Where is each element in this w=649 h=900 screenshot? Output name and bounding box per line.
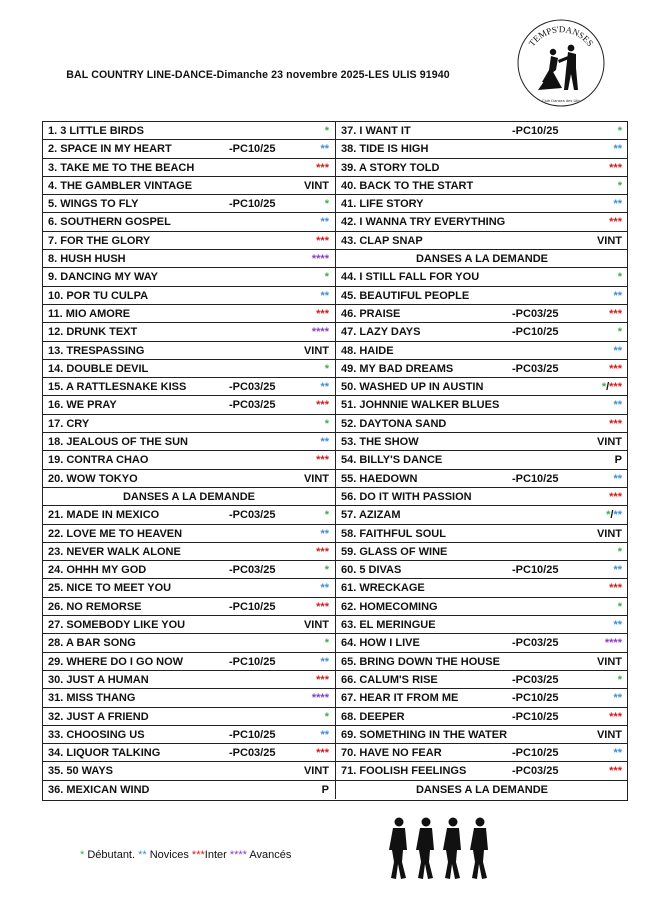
section-header <box>43 488 335 506</box>
level-marker: ** <box>320 582 329 595</box>
level-marker: VINT <box>303 472 329 485</box>
dance-name: 35. 50 WAYS <box>48 765 114 778</box>
pc-code: -PC03/25 <box>229 509 276 522</box>
level-marker: * <box>324 125 329 137</box>
dance-row <box>336 525 628 543</box>
dance-name: 14. DOUBLE DEVIL <box>48 362 149 375</box>
level-marker: */*** <box>601 381 622 394</box>
pc-code: -PC03/25 <box>229 564 276 577</box>
dance-row <box>43 653 335 671</box>
dance-row <box>336 159 628 177</box>
level-marker: *** <box>316 673 329 686</box>
dance-row <box>43 634 335 652</box>
pc-code: -PC10/25 <box>229 198 276 211</box>
dance-name: 52. DAYTONA SAND <box>341 417 447 430</box>
dance-row <box>43 543 335 561</box>
dance-name: 5. WINGS TO FLY <box>48 198 139 211</box>
dance-name: 65. BRING DOWN THE HOUSE <box>341 655 500 668</box>
level-marker: ** <box>613 198 622 211</box>
level-marker: *** <box>609 161 622 174</box>
level-marker: * <box>324 198 329 211</box>
legend-stars: *** <box>191 849 205 861</box>
dance-row <box>336 689 628 707</box>
level-marker: *** <box>609 582 622 595</box>
dance-name: 32. JUST A FRIEND <box>48 710 149 723</box>
level-marker: VINT <box>303 179 329 192</box>
dance-row <box>336 762 628 780</box>
level-marker: P <box>614 454 622 467</box>
dance-row <box>43 287 335 305</box>
dance-row <box>43 396 335 414</box>
pc-code: -PC10/25 <box>229 143 276 156</box>
dance-row <box>336 543 628 561</box>
dance-name: 9. DANCING MY WAY <box>48 271 159 284</box>
dance-row <box>336 561 628 579</box>
legend-stars: ** <box>138 849 150 861</box>
dance-name: 8. HUSH HUSH <box>48 253 126 266</box>
dance-name: 58. FAITHFUL SOUL <box>341 527 446 540</box>
dance-row <box>336 140 628 158</box>
pc-code: -PC10/25 <box>512 692 559 705</box>
pc-code: -PC03/25 <box>512 637 559 650</box>
dance-row <box>336 378 628 396</box>
legend-label: Avancés <box>249 849 292 861</box>
temps-danses-logo <box>516 18 606 108</box>
dance-name: 20. WOW TOKYO <box>48 472 138 485</box>
level-marker: VINT <box>596 655 622 668</box>
dance-name: 22. LOVE ME TO HEAVEN <box>48 527 183 540</box>
dance-name: 11. MIO AMORE <box>48 307 131 320</box>
dance-row <box>43 579 335 597</box>
dance-name: 49. MY BAD DREAMS <box>341 362 454 375</box>
dance-row <box>43 342 335 360</box>
level-marker: *** <box>609 307 622 320</box>
level-marker: VINT <box>596 527 622 540</box>
level-marker: ** <box>613 344 622 357</box>
dance-name: 31. MISS THANG <box>48 692 136 705</box>
pc-code: -PC10/25 <box>512 326 559 339</box>
dance-name: 38. TIDE IS HIGH <box>341 143 429 156</box>
legend-stars: **** <box>229 849 250 861</box>
dance-name: 21. MADE IN MEXICO <box>48 509 160 522</box>
level-marker: ** <box>320 216 329 229</box>
dance-row <box>43 140 335 158</box>
dance-row <box>43 470 335 488</box>
dance-name: 60. 5 DIVAS <box>341 564 402 577</box>
level-marker: VINT <box>303 344 329 357</box>
level-marker: ** <box>613 472 622 485</box>
dance-name: 23. NEVER WALK ALONE <box>48 545 181 558</box>
level-marker: ** <box>613 747 622 760</box>
dance-name: 71. FOOLISH FEELINGS <box>341 765 467 778</box>
dance-name: 67. HEAR IT FROM ME <box>341 692 459 705</box>
dance-name: 48. HAIDE <box>341 344 394 357</box>
dance-row <box>43 525 335 543</box>
dance-name: 54. BILLY'S DANCE <box>341 454 443 467</box>
level-marker: * <box>617 545 622 558</box>
dance-row <box>43 250 335 268</box>
dance-row <box>336 360 628 378</box>
svg-text:Club Danses des Ulis: Club Danses des Ulis <box>541 98 581 103</box>
dance-name: 44. I STILL FALL FOR YOU <box>341 271 480 284</box>
level-marker: VINT <box>303 619 329 632</box>
level-marker: *** <box>316 399 329 412</box>
dance-row <box>336 396 628 414</box>
dance-row <box>336 451 628 469</box>
level-marker: P <box>321 783 329 796</box>
dance-name: 13. TRESPASSING <box>48 344 145 357</box>
pc-code: -PC03/25 <box>229 381 276 394</box>
level-marker: * <box>324 637 329 650</box>
page-title: BAL COUNTRY LINE-DANCE-Dimanche 23 novembre 2025-LES ULIS 91940 <box>66 69 450 81</box>
dance-row <box>336 744 628 762</box>
dance-name: 6. SOUTHERN GOSPEL <box>48 216 171 229</box>
dance-name: 62. HOMECOMING <box>341 600 438 613</box>
level-marker: * <box>324 509 329 522</box>
level-marker: *** <box>316 161 329 174</box>
dance-row <box>43 708 335 726</box>
dance-name: 50. WASHED UP IN AUSTIN <box>341 381 484 394</box>
legend-label: Novices <box>149 849 192 861</box>
section-header-label: DANSES A LA DEMANDE <box>415 783 548 796</box>
dance-row <box>43 506 335 524</box>
dance-name: 18. JEALOUS OF THE SUN <box>48 436 188 449</box>
pc-code: -PC10/25 <box>512 125 559 137</box>
dance-row <box>43 689 335 707</box>
dance-list-table <box>42 121 628 801</box>
level-marker: *** <box>316 747 329 760</box>
dance-row <box>43 360 335 378</box>
level-marker: VINT <box>596 234 622 247</box>
level-marker: ** <box>613 399 622 412</box>
pc-code: -PC10/25 <box>512 472 559 485</box>
level-marker: VINT <box>596 436 622 449</box>
dance-row <box>336 213 628 231</box>
dance-name: 10. POR TU CULPA <box>48 289 149 302</box>
dance-name: 51. JOHNNIE WALKER BLUES <box>341 399 500 412</box>
pc-code: -PC03/25 <box>512 307 559 320</box>
dance-list-right-column <box>335 122 628 799</box>
dance-name: 3. TAKE ME TO THE BEACH <box>48 161 195 174</box>
dance-row <box>336 616 628 634</box>
pc-code: -PC03/25 <box>229 747 276 760</box>
level-marker: * <box>324 362 329 375</box>
dance-row <box>336 268 628 286</box>
dance-name: 16. WE PRAY <box>48 399 117 412</box>
dance-name: 68. DEEPER <box>341 710 405 723</box>
section-header <box>336 250 628 268</box>
dance-row <box>43 177 335 195</box>
dance-row <box>336 323 628 341</box>
dance-row <box>43 762 335 780</box>
level-marker: ** <box>613 564 622 577</box>
level-marker: ** <box>320 436 329 449</box>
dance-row <box>43 268 335 286</box>
svg-text:TEMPS'DANSES: TEMPS'DANSES <box>526 24 596 49</box>
level-marker: ** <box>613 289 622 302</box>
level-marker: *** <box>609 417 622 430</box>
dance-name: 45. BEAUTIFUL PEOPLE <box>341 289 470 302</box>
dance-row <box>336 653 628 671</box>
dance-name: 47. LAZY DAYS <box>341 326 421 339</box>
level-marker: * <box>324 564 329 577</box>
dance-name: 46. PRAISE <box>341 307 401 320</box>
dance-row <box>43 616 335 634</box>
level-legend <box>80 849 291 861</box>
dance-name: 42. I WANNA TRY EVERYTHING <box>341 216 506 229</box>
dance-row <box>336 232 628 250</box>
dance-row <box>43 232 335 250</box>
dance-row <box>336 634 628 652</box>
dance-name: 40. BACK TO THE START <box>341 179 474 192</box>
dance-name: 27. SOMEBODY LIKE YOU <box>48 619 186 632</box>
level-marker: ** <box>320 527 329 540</box>
dance-row <box>336 342 628 360</box>
pc-code: -PC03/25 <box>512 765 559 778</box>
pc-code: -PC03/25 <box>229 399 276 412</box>
pc-code: -PC10/25 <box>229 655 276 668</box>
dance-row <box>43 195 335 213</box>
dance-row <box>336 305 628 323</box>
pc-code: -PC03/25 <box>512 362 559 375</box>
dance-name: 41. LIFE STORY <box>341 198 424 211</box>
dance-row <box>43 323 335 341</box>
dance-name: 66. CALUM'S RISE <box>341 673 438 686</box>
dance-name: 34. LIQUOR TALKING <box>48 747 161 760</box>
level-marker: ** <box>613 692 622 705</box>
dance-name: 24. OHHH MY GOD <box>48 564 147 577</box>
dance-name: 69. SOMETHING IN THE WATER <box>341 728 508 741</box>
level-marker: **** <box>604 637 622 650</box>
dance-name: 7. FOR THE GLORY <box>48 234 151 247</box>
dance-row <box>336 579 628 597</box>
dance-name: 12. DRUNK TEXT <box>48 326 138 339</box>
level-marker: ** <box>320 655 329 668</box>
dance-name: 57. AZIZAM <box>341 509 401 522</box>
legend-label: Inter <box>204 849 230 861</box>
pc-code: -PC10/25 <box>229 600 276 613</box>
dance-row <box>336 470 628 488</box>
dance-row <box>43 378 335 396</box>
level-marker: * <box>617 326 622 339</box>
dance-name: 19. CONTRA CHAO <box>48 454 149 467</box>
level-marker: **** <box>311 326 329 339</box>
level-marker: * <box>617 179 622 192</box>
level-marker: **** <box>311 253 329 266</box>
dance-name: 59. GLASS OF WINE <box>341 545 448 558</box>
level-marker: * <box>324 417 329 430</box>
level-marker: ** <box>320 381 329 394</box>
dance-name: 70. HAVE NO FEAR <box>341 747 442 760</box>
level-marker: */** <box>606 509 622 522</box>
dance-name: 25. NICE TO MEET YOU <box>48 582 172 595</box>
dance-row <box>336 177 628 195</box>
dance-name: 36. MEXICAN WIND <box>48 783 150 796</box>
dance-row <box>336 708 628 726</box>
dance-name: 53. THE SHOW <box>341 436 419 449</box>
legend-label: Débutant. <box>87 849 139 861</box>
level-marker: *** <box>316 307 329 320</box>
dance-name: 15. A RATTLESNAKE KISS <box>48 381 187 394</box>
dance-name: 1. 3 LITTLE BIRDS <box>48 125 144 137</box>
dance-row <box>336 488 628 506</box>
dance-row <box>43 671 335 689</box>
dance-name: 28. A BAR SONG <box>48 637 136 650</box>
dance-name: 37. I WANT IT <box>341 125 411 137</box>
dance-row <box>336 506 628 524</box>
dance-row <box>336 433 628 451</box>
dance-row <box>43 433 335 451</box>
level-marker: * <box>324 710 329 723</box>
pc-code: -PC03/25 <box>512 673 559 686</box>
dance-row <box>43 159 335 177</box>
dance-name: 26. NO REMORSE <box>48 600 142 613</box>
dance-row <box>336 671 628 689</box>
section-header-label: DANSES A LA DEMANDE <box>122 490 255 503</box>
dance-row <box>43 561 335 579</box>
level-marker: *** <box>609 765 622 778</box>
level-marker: *** <box>316 234 329 247</box>
dance-row <box>43 451 335 469</box>
level-marker: *** <box>609 490 622 503</box>
line-dancers-icon <box>386 816 494 882</box>
dance-name: 2. SPACE IN MY HEART <box>48 143 172 156</box>
level-marker: * <box>617 600 622 613</box>
dance-row <box>336 415 628 433</box>
dance-row <box>43 781 335 799</box>
dance-row <box>336 598 628 616</box>
level-marker: ** <box>320 728 329 741</box>
dance-name: 56. DO IT WITH PASSION <box>341 490 472 503</box>
section-header <box>336 781 628 799</box>
dance-row <box>43 415 335 433</box>
dancing-couple-icon <box>538 45 578 90</box>
dance-row <box>336 287 628 305</box>
level-marker: * <box>617 125 622 137</box>
dance-list-left-column <box>43 122 335 799</box>
level-marker: ** <box>613 143 622 156</box>
dance-row <box>43 305 335 323</box>
level-marker: * <box>617 271 622 284</box>
dance-row <box>336 726 628 744</box>
dance-row <box>43 122 335 140</box>
level-marker: VINT <box>303 765 329 778</box>
level-marker: *** <box>316 454 329 467</box>
level-marker: * <box>617 673 622 686</box>
dance-name: 43. CLAP SNAP <box>341 234 423 247</box>
dance-row <box>336 122 628 140</box>
dance-name: 17. CRY <box>48 417 90 430</box>
level-marker: **** <box>311 692 329 705</box>
legend-stars: * <box>80 849 88 861</box>
pc-code: -PC10/25 <box>229 728 276 741</box>
level-marker: *** <box>609 362 622 375</box>
pc-code: -PC10/25 <box>512 710 559 723</box>
level-marker: * <box>324 271 329 284</box>
dance-row <box>43 213 335 231</box>
dance-name: 30. JUST A HUMAN <box>48 673 149 686</box>
dance-name: 64. HOW I LIVE <box>341 637 420 650</box>
pc-code: -PC10/25 <box>512 564 559 577</box>
dance-name: 4. THE GAMBLER VINTAGE <box>48 179 193 192</box>
level-marker: *** <box>316 545 329 558</box>
dance-name: 63. EL MERINGUE <box>341 619 436 632</box>
level-marker: ** <box>320 143 329 156</box>
dance-row <box>336 195 628 213</box>
dance-name: 55. HAEDOWN <box>341 472 418 485</box>
dance-row <box>43 726 335 744</box>
level-marker: *** <box>316 600 329 613</box>
dance-name: 39. A STORY TOLD <box>341 161 440 174</box>
dance-row <box>43 598 335 616</box>
dance-name: 33. CHOOSING US <box>48 728 145 741</box>
dance-row <box>43 744 335 762</box>
section-header-label: DANSES A LA DEMANDE <box>415 253 548 266</box>
level-marker: ** <box>613 619 622 632</box>
level-marker: *** <box>609 216 622 229</box>
dance-name: 29. WHERE DO I GO NOW <box>48 655 184 668</box>
level-marker: VINT <box>596 728 622 741</box>
dance-name: 61. WRECKAGE <box>341 582 425 595</box>
level-marker: ** <box>320 289 329 302</box>
level-marker: *** <box>609 710 622 723</box>
pc-code: -PC10/25 <box>512 747 559 760</box>
